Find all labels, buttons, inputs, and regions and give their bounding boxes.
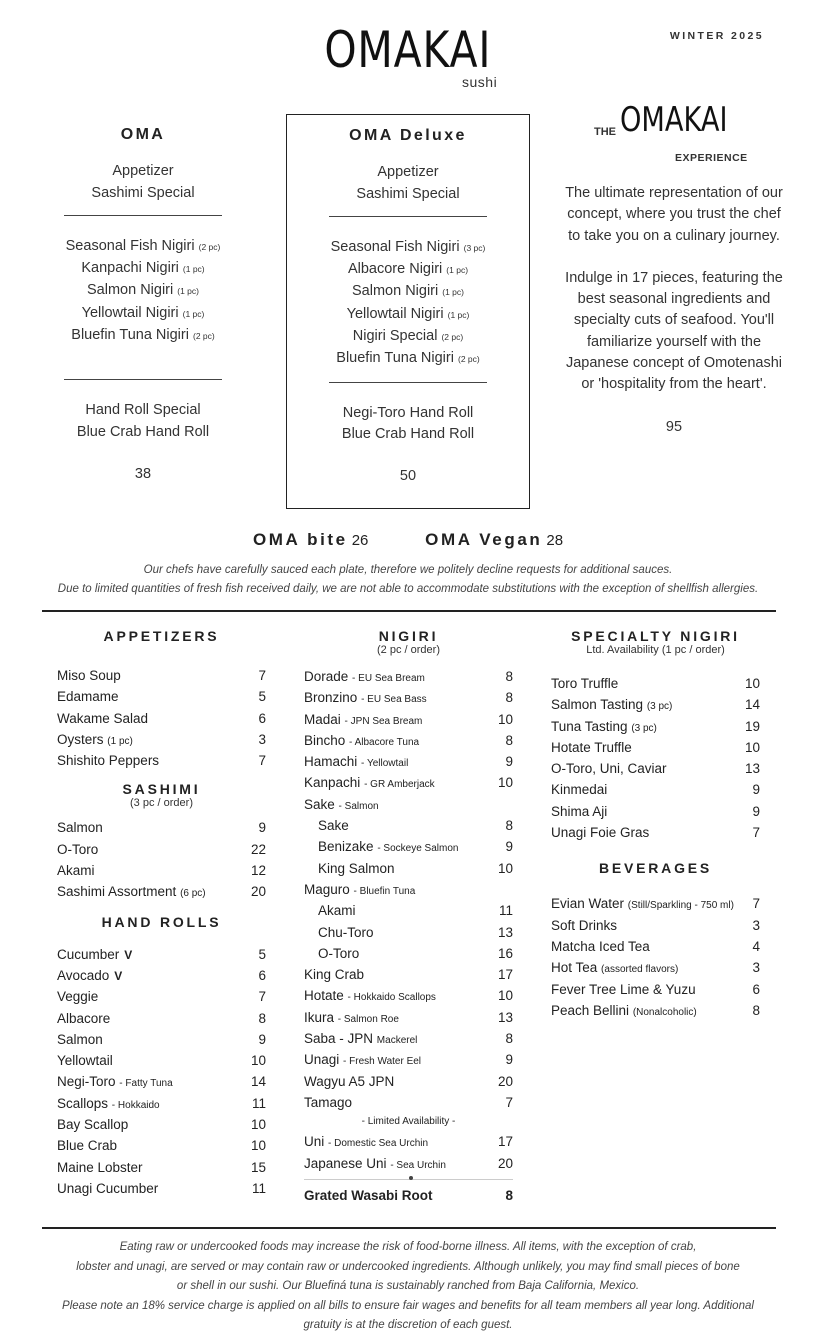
section-subtitle: (3 pc / order) xyxy=(130,797,193,810)
menu-item: Salmon 9 xyxy=(57,820,266,836)
tasting-line: Salmon Nigiri (1 pc) xyxy=(352,283,464,300)
section-subtitle: (2 pc / order) xyxy=(377,644,440,656)
menu-item: Japanese Uni - Sea Urchin 20 xyxy=(304,1155,513,1171)
bite-item: OMA Vegan 28 xyxy=(425,530,564,549)
tasting-line: Bluefin Tuna Nigiri (2 pc) xyxy=(336,350,480,367)
tasting-price: 95 xyxy=(665,418,683,435)
menu-item: Unagi Foie Gras 7 xyxy=(551,825,760,841)
sashimi-list xyxy=(57,817,266,902)
menu-item: Bronzino - EU Sea Bass 8 xyxy=(304,690,513,706)
menu-item: Madai - JPN Sea Bream 10 xyxy=(304,711,513,727)
menu-item: Hotate - Hokkaido Scallops 10 xyxy=(304,988,513,1004)
tasting-price: 38 xyxy=(134,465,152,482)
tasting-line: Yellowtail Nigiri (1 pc) xyxy=(81,304,205,321)
limited-availability-label: - Limited Availability - xyxy=(361,1116,456,1128)
menu-item: Saba - JPN Mackerel 8 xyxy=(304,1031,513,1047)
tasting-line: Appetizer xyxy=(377,164,439,181)
divider xyxy=(304,1174,513,1185)
bite-item: OMA bite 26 xyxy=(252,530,369,549)
tasting-deluxe xyxy=(286,114,530,509)
tasting-line: Seasonal Fish Nigiri (2 pc) xyxy=(65,237,221,254)
menu-item: Edamame 5 xyxy=(57,689,266,705)
menu-column-right xyxy=(551,628,760,1021)
tasting-line: Bluefin Tuna Nigiri (2 pc) xyxy=(71,327,215,344)
tasting-line: Negi-Toro Hand Roll xyxy=(342,404,474,421)
menu-item: Tuna Tasting (3 pc) 19 xyxy=(551,718,760,734)
menu-item: Hotate Truffle 10 xyxy=(551,739,760,755)
experience-description: The ultimate representation of our concept, where you trust the chef to take you on a culinary journey. Indulge in 17 pieces, featuring the best seasonal ingredients and specialty cuts of seafood. You'll familiarize yourself with the Japanese concept of Omotenashi or 'hospitality from the heart'. xyxy=(565,185,783,393)
menu-item: Fever Tree Lime & Yuzu 6 xyxy=(551,981,760,997)
bites-row xyxy=(0,530,816,550)
menu-item: Hot Tea (assorted flavors) 3 xyxy=(551,960,760,976)
menu-item: Oysters (1 pc) 3 xyxy=(57,731,266,747)
divider xyxy=(329,382,487,383)
logo-wordmark: OMAKAI xyxy=(324,21,492,79)
menu-item: Avocado V 6 xyxy=(57,967,266,983)
section-title: HAND ROLLS xyxy=(101,913,222,930)
menu-item: Evian Water (Still/Sparkling - 750 ml) 7 xyxy=(551,896,760,912)
menu-item: Unagi - Fresh Water Eel 9 xyxy=(304,1052,513,1068)
menu-item: Salmon Tasting (3 pc) 14 xyxy=(551,697,760,713)
section-title: SASHIMI xyxy=(122,781,201,798)
tasting-line: Hand Roll Special xyxy=(85,402,201,419)
menu-item: Sake - Salmon xyxy=(304,796,379,812)
menu-item: Soft Drinks 3 xyxy=(551,917,760,933)
experience-logo: THE OMAKAI EXPERIENCE xyxy=(594,100,748,164)
divider xyxy=(42,610,776,612)
menu-item: Hamachi - Yellowtail 9 xyxy=(304,754,513,770)
divider xyxy=(64,379,222,380)
divider xyxy=(64,215,222,216)
logo-subtitle: sushi xyxy=(462,74,498,90)
menu-item: O-Toro 22 xyxy=(57,841,266,857)
vegan-icon: V xyxy=(114,968,123,983)
menu-item: Matcha Iced Tea 4 xyxy=(551,938,760,954)
vegan-icon: V xyxy=(124,947,133,962)
tasting-line: Blue Crab Hand Roll xyxy=(341,425,475,442)
sauce-policy-note: Our chefs have carefully sauced each plate, therefore we politely decline requests for additional sauces. Due to limited quantities of fresh fish received daily, we are not able to accommodate substitutions with the exception of shellfish allergies. xyxy=(57,564,759,595)
section-title: BEVERAGES xyxy=(598,860,713,877)
nigiri-list xyxy=(304,666,513,1113)
menu-item: Peach Bellini (Nonalcoholic) 8 xyxy=(551,1002,760,1018)
menu-item: Yellowtail 10 xyxy=(57,1053,266,1069)
menu-item: O-Toro, Uni, Caviar 13 xyxy=(551,761,760,777)
menu-item: Shishito Peppers 7 xyxy=(57,753,266,769)
menu-item: Wakame Salad 6 xyxy=(57,710,266,726)
appetizers-list xyxy=(57,665,266,771)
tasting-title: OMA xyxy=(120,126,166,143)
divider xyxy=(42,1227,776,1229)
menu-item: Veggie 7 xyxy=(57,989,266,1005)
tasting-price: 50 xyxy=(399,468,417,485)
health-disclaimer: Eating raw or undercooked foods may increase the risk of food-borne illness. All items, with the exception of crab, lobster and unagi, are served or may contain raw or undercooked ingredients. Although unlikely, you may find small pieces of bone or shell in our sushi. Our Bluefiná tuna is sustainably ranched from Baja California, Mexico. Please note an 18% service charge is applied on all bills to ensure fair wages and benefits for all team members all year long. Additional gratuity is at the discretion of each guest. xyxy=(62,1241,754,1331)
divider xyxy=(329,216,487,217)
menu-item: Bincho - Albacore Tuna 8 xyxy=(304,732,513,748)
section-title: APPETIZERS xyxy=(103,628,220,644)
menu-item: King Salmon 10 xyxy=(318,860,513,876)
menu-item: Cucumber V 5 xyxy=(57,946,266,962)
tasting-line: Sashimi Special xyxy=(356,185,460,202)
hand-rolls-list xyxy=(57,944,266,1200)
menu-item: Kanpachi - GR Amberjack 10 xyxy=(304,775,513,791)
menu-item: Sashimi Assortment (6 pc) 20 xyxy=(57,884,266,900)
tasting-title: OMA Deluxe xyxy=(349,127,467,144)
tasting-oma xyxy=(21,114,265,485)
menu-item: Scallops - Hokkaido 11 xyxy=(57,1095,266,1111)
menu-item: Maine Lobster 15 xyxy=(57,1159,266,1175)
menu-item: Ikura - Salmon Roe 13 xyxy=(304,1009,513,1025)
beverages-list xyxy=(551,893,760,1021)
tasting-line: Seasonal Fish Nigiri (3 pc) xyxy=(330,238,486,255)
menu-column-left xyxy=(57,628,266,1199)
menu-item: Shima Aji 9 xyxy=(551,803,760,819)
specialty-nigiri-list xyxy=(551,673,760,843)
menu-item: Wagyu A5 JPN 20 xyxy=(304,1073,513,1089)
menu-item: Unagi Cucumber 11 xyxy=(57,1180,266,1196)
restaurant-logo xyxy=(0,21,816,79)
menu-item: Benizake - Sockeye Salmon 9 xyxy=(318,839,513,855)
menu-item: Bay Scallop 10 xyxy=(57,1117,266,1133)
menu-item: Akami 11 xyxy=(318,903,513,919)
menu-item: King Crab 17 xyxy=(304,967,513,983)
menu-item: Chu-Toro 13 xyxy=(318,924,513,940)
tasting-line: Sashimi Special xyxy=(91,184,195,201)
tasting-line: Appetizer xyxy=(112,163,174,180)
section-title: NIGIRI xyxy=(378,628,439,644)
menu-item: Toro Truffle 10 xyxy=(551,676,760,691)
menu-item: Blue Crab 10 xyxy=(57,1138,266,1154)
section-subtitle: Ltd. Availability (1 pc / order) xyxy=(586,644,725,656)
tasting-line: Yellowtail Nigiri (1 pc) xyxy=(346,305,470,322)
tasting-line: Kanpachi Nigiri (1 pc) xyxy=(81,260,205,277)
menu-item: Tamago 7 xyxy=(304,1094,513,1110)
nigiri-limited-list xyxy=(304,1131,513,1174)
menu-item: Negi-Toro - Fatty Tuna 14 xyxy=(57,1074,266,1090)
menu-item: Miso Soup 7 xyxy=(57,668,266,683)
menu-item: Uni - Domestic Sea Urchin 17 xyxy=(304,1134,513,1150)
menu-item: Salmon 9 xyxy=(57,1031,266,1047)
menu-item: O-Toro 16 xyxy=(318,945,513,961)
menu-item: Grated Wasabi Root 8 xyxy=(304,1187,513,1203)
menu-item: Sake 8 xyxy=(318,818,513,834)
menu-item: Maguro - Bluefin Tuna xyxy=(304,881,416,897)
tasting-line: Nigiri Special (2 pc) xyxy=(352,328,464,345)
menu-item: Dorade - EU Sea Bream 8 xyxy=(304,669,513,684)
menu-column-middle xyxy=(304,628,513,1206)
menu-item: Albacore 8 xyxy=(57,1010,266,1026)
menu-item: Akami 12 xyxy=(57,863,266,879)
tasting-experience xyxy=(560,100,788,438)
tasting-line: Salmon Nigiri (1 pc) xyxy=(87,282,199,299)
section-title: SPECIALTY NIGIRI xyxy=(571,628,740,644)
tasting-line: Albacore Nigiri (1 pc) xyxy=(347,261,469,278)
season-label: WINTER 2025 xyxy=(669,30,764,42)
tasting-line: Blue Crab Hand Roll xyxy=(76,423,210,440)
menu-item: Kinmedai 9 xyxy=(551,782,760,798)
